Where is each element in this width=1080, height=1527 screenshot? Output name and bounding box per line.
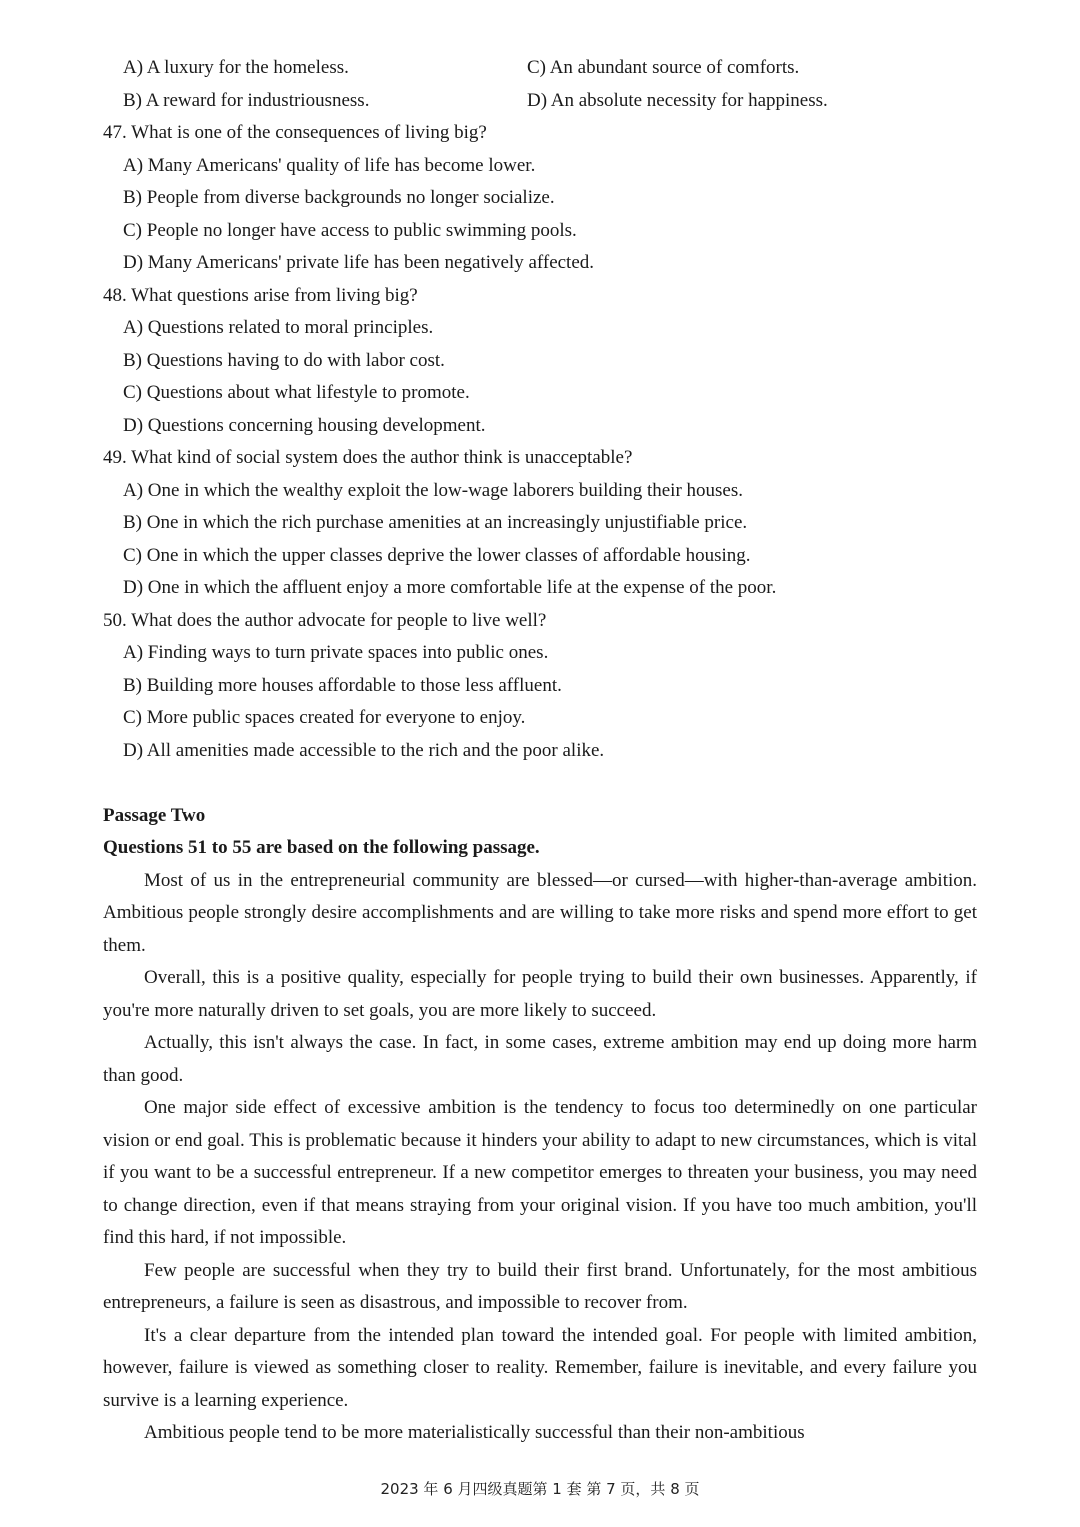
question-47-option-b: B) People from diverse backgrounds no longer socialize. xyxy=(123,187,555,208)
passage-paragraph-1: Most of us in the entrepreneurial community are blessed—or cursed—with higher-than-average ambition. Ambitious people strongly desire accomplishments and are willing to take more risks and spend more effort to get them. xyxy=(103,869,977,956)
question-48-option-b: B) Questions having to do with labor cost. xyxy=(123,349,445,371)
question-47-stem: 47. What is one of the consequences of living big? xyxy=(103,122,487,143)
q46-option-c: C) An abundant source of comforts. xyxy=(527,57,800,78)
q46-option-a: A) A luxury for the homeless. xyxy=(123,57,349,78)
question-48-option-d: D) Questions concerning housing development. xyxy=(123,414,486,436)
question-50-stem: 50. What does the author advocate for people to live well? xyxy=(103,609,547,631)
question-49-option-c: C) One in which the upper classes deprive the lower classes of affordable housing. xyxy=(123,544,751,566)
question-50-option-c: C) More public spaces created for everyone to enjoy. xyxy=(123,707,526,728)
question-49-option-a: A) One in which the wealthy exploit the low-wage laborers building their houses. xyxy=(123,479,743,501)
passage-paragraph-7: Ambitious people tend to be more materialistically successful than their non-ambitious xyxy=(144,1422,805,1443)
passage-paragraph-6: It's a clear departure from the intended plan toward the intended goal. For people with limited ambition, however, failure is viewed as something closer to reality. Remember, failure is inevitable, and every failure you survive is a learning experience. xyxy=(103,1324,977,1411)
passage-paragraph-4: One major side effect of excessive ambition is the tendency to focus too determinedly on one particular vision or end goal. This is problematic because it hinders your ability to adapt to new circumstances, which is vital if you want to be a successful entrepreneur. If a new competitor emerges to threaten your business, you may need to change direction, even if that means straying from your original vision. If you have too much ambition, you'll find this hard, if not impossible. xyxy=(103,1097,977,1248)
question-47-option-a: A) Many Americans' quality of life has become lower. xyxy=(123,154,536,176)
passage-instruction: Questions 51 to 55 are based on the following passage. xyxy=(103,837,540,858)
question-49-stem: 49. What kind of social system does the author think is unacceptable? xyxy=(103,447,633,468)
q46-options-row-2 xyxy=(103,85,977,118)
passage-heading: Passage Two xyxy=(103,804,206,826)
passage-paragraph-2: Overall, this is a positive quality, especially for people trying to build their own businesses. Apparently, if you're more naturally driven to set goals, you are more likely to succeed. xyxy=(103,967,977,1021)
question-48-option-c: C) Questions about what lifestyle to promote. xyxy=(123,382,470,403)
question-49-option-d: D) One in which the affluent enjoy a more comfortable life at the expense of the poor. xyxy=(123,577,777,598)
passage-paragraph-5: Few people are successful when they try to build their first brand. Unfortunately, for the most ambitious entrepreneurs, a failure is seen as disastrous, and impossible to recover from. xyxy=(103,1259,977,1313)
question-50-option-d: D) All amenities made accessible to the rich and the poor alike. xyxy=(123,739,605,761)
question-48-option-a: A) Questions related to moral principles. xyxy=(123,317,434,338)
q46-options-row-1 xyxy=(103,52,977,85)
q46-option-d: D) An absolute necessity for happiness. xyxy=(527,89,828,111)
question-50-option-b: B) Building more houses affordable to those less affluent. xyxy=(123,674,562,696)
question-47-option-d: D) Many Americans' private life has been negatively affected. xyxy=(123,252,595,273)
section-spacer xyxy=(103,767,977,800)
question-50-option-a: A) Finding ways to turn private spaces into public ones. xyxy=(123,642,549,663)
question-48-stem: 48. What questions arise from living big? xyxy=(103,284,418,306)
exam-page xyxy=(103,52,977,1450)
q46-option-b: B) A reward for industriousness. xyxy=(123,89,370,111)
question-47-option-c: C) People no longer have access to public swimming pools. xyxy=(123,219,577,241)
question-49-option-b: B) One in which the rich purchase amenities at an increasingly unjustifiable price. xyxy=(123,512,748,533)
passage-paragraph-3: Actually, this isn't always the case. In fact, in some cases, extreme ambition may end up doing more harm than good. xyxy=(103,1032,977,1086)
page-footer: 2023 年 6 月四级真题第 1 套 第 7 页，共 8 页 xyxy=(380,1480,700,1498)
